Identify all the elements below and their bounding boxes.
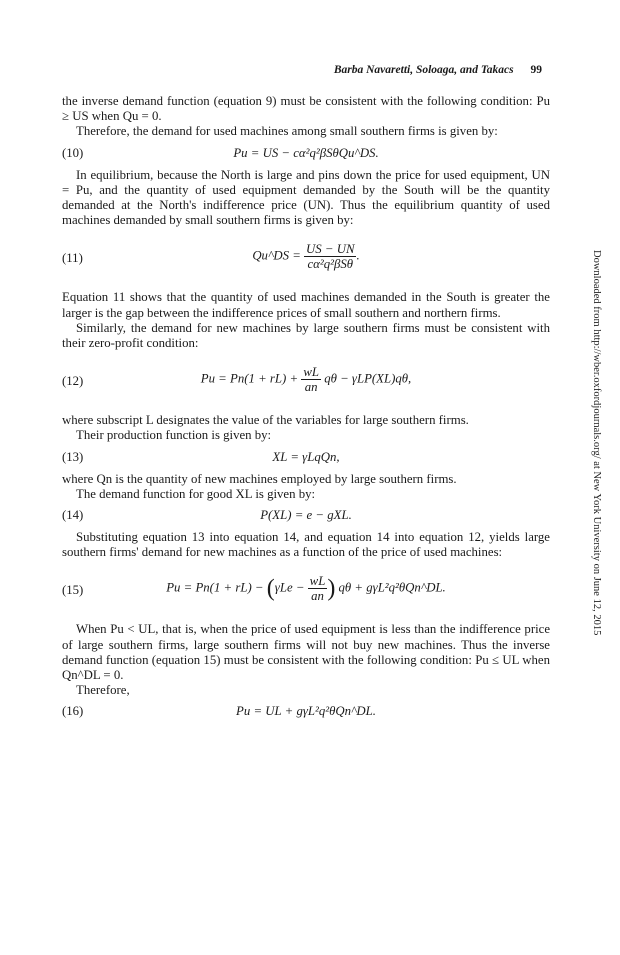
paragraph: the inverse demand function (equation 9) must be consistent with the following condition: Pu ≥ US when Qu = 0.	[62, 94, 550, 124]
paragraph: When Pu < UL, that is, when the price of used equipment is less than the indifference price of large southern firms, large southern firms will not buy new machines. Thus the inverse demand function (equation 15) must be consistent with the following condition: Pu ≤ UL when Qn^DL = 0.	[62, 622, 550, 683]
paragraph: The demand function for good XL is given by:	[76, 486, 316, 501]
fraction	[308, 574, 328, 603]
denominator: an	[311, 589, 324, 604]
numerator: US − UN	[306, 242, 355, 257]
paragraph: In equilibrium, because the North is large and pins down the price for used equipment, UN = Pu, and the quantity of used equipment demanded by the South will be the quantity demanded at the North's indifference price (UN). Thus the equilibrium quantity of used machines demanded by small southern firms is given by:	[62, 167, 550, 228]
equation-12	[62, 365, 550, 399]
download-watermark: Downloaded from http://wber.oxfordjournals.org/ at New York University on June 12, 2015	[591, 250, 602, 636]
equation-formula: Pu = Pn(1 + rL) − (γLe − $\frac{wL}{an}$ ) qθ + gγL²q²θQn^DL.	[166, 574, 446, 604]
running-header	[334, 64, 542, 76]
fraction	[304, 242, 356, 271]
paragraph: Similarly, the demand for new machines by large southern firms must be consistent with their zero-profit condition:	[62, 320, 550, 351]
equation-number: (14)	[62, 508, 84, 523]
equation-16	[62, 704, 550, 720]
paragraph: Therefore,	[76, 683, 130, 698]
equation-14	[62, 508, 550, 524]
equation-number: (15)	[62, 583, 84, 598]
paragraph: Their production function is given by:	[76, 428, 272, 443]
paragraph: Equation 11 shows that the quantity of used machines demanded in the South is greater the larger is the gap between the indifference prices of small southern and northern firms.	[62, 290, 550, 320]
equation-rhs: qθ + gγL²q²θQn^DL.	[338, 580, 446, 595]
paragraph: Substituting equation 13 into equation 14, and equation 14 into equation 12, yields large southern firms' demand for new machines as a function of the price of used machines:	[62, 530, 550, 560]
numerator: wL	[303, 365, 319, 380]
header-authors: Barba Navaretti, Soloaga, and Takacs	[333, 64, 514, 76]
page-number: 99	[530, 64, 542, 76]
equation-number: (11)	[62, 251, 83, 266]
equation-formula	[62, 365, 550, 394]
equation-15	[62, 574, 550, 608]
paragraph: where Qn is the quantity of new machines employed by large southern firms.	[62, 471, 457, 486]
equation-formula: Pu = UL + gγL²q²θQn^DL.	[236, 704, 376, 719]
equation-number: (12)	[62, 374, 84, 389]
equation-number: (16)	[62, 704, 84, 719]
equation-11	[62, 242, 550, 276]
equation-number: (13)	[62, 449, 84, 464]
fraction	[301, 365, 321, 394]
equation-formula: Pu = US − cα²q²βSθQu^DS.	[233, 145, 379, 160]
denominator: an	[304, 380, 318, 395]
paragraph: Therefore, the demand for used machines among small southern firms is given by:	[76, 124, 498, 139]
equation-rhs: qθ − γLP(XL)qθ,	[324, 371, 412, 386]
denominator: cα²q²βSθ	[307, 257, 354, 272]
equation-formula: Qu^DS = $\frac{US - UN}{\text{cα²q²βSθ}}$ .	[252, 242, 360, 272]
equation-inner: γLe −	[274, 580, 305, 595]
equation-10	[62, 146, 550, 162]
equation-lhs: Qu^DS =	[252, 248, 301, 263]
numerator: wL	[309, 574, 326, 589]
equation-13	[62, 450, 550, 466]
equation-number: (10)	[62, 145, 84, 160]
equation-lhs: Pu = Pn(1 + rL) +	[200, 371, 299, 386]
equation-formula: XL = γLqQn,	[272, 449, 340, 464]
main-text	[62, 94, 550, 726]
equation-formula: P(XL) = e − gXL.	[260, 508, 352, 523]
equation-lhs: Pu = Pn(1 + rL) −	[166, 580, 264, 595]
paragraph: where subscript L designates the value of the variables for large southern firms.	[62, 413, 469, 428]
